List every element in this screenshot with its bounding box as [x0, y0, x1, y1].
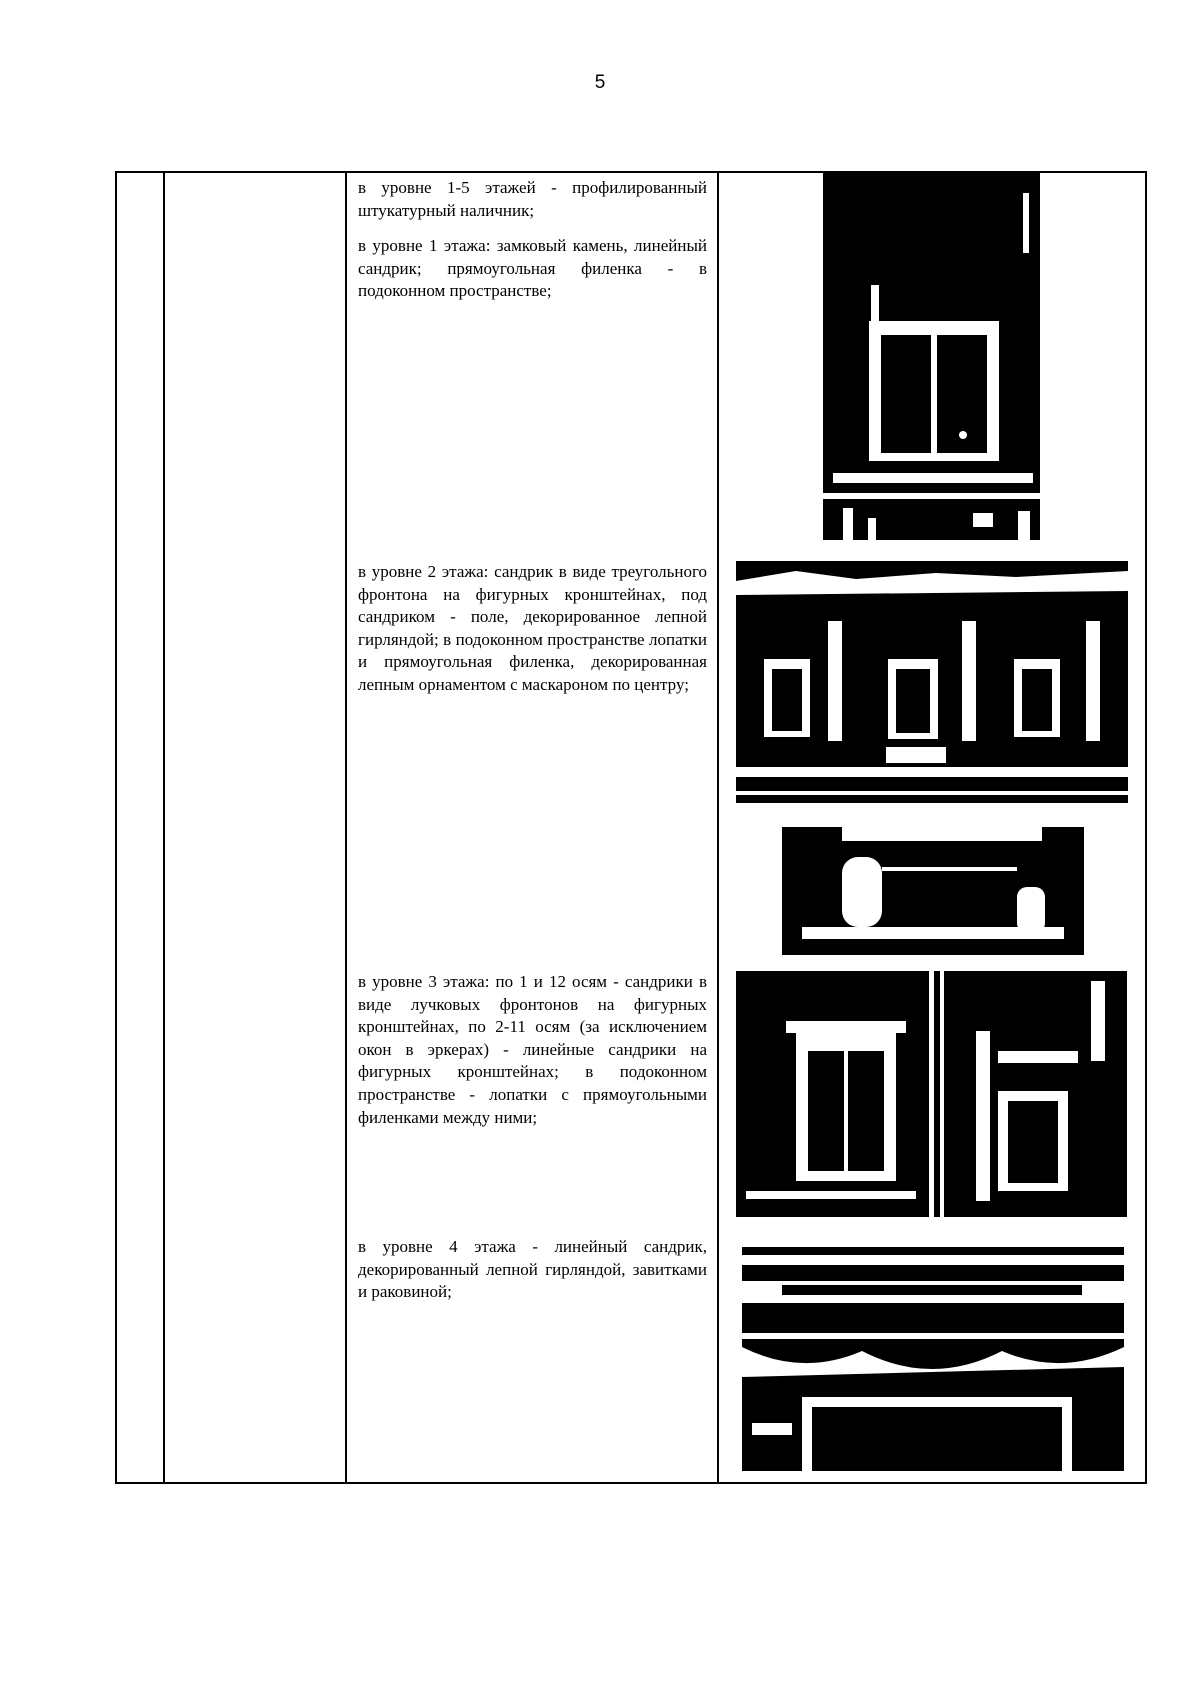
- column-divider: [163, 173, 165, 1482]
- features-table: [115, 171, 1147, 1484]
- description-cell: [358, 173, 707, 1473]
- description-floor-2: в уровне 2 этажа: сандрик в виде треугольного фронтона на фигурных кронштейнах, под сандриком - поле, декорированное лепной гирляндой; в подоконном пространстве лопатки и прямоугольная филенка, декорированная лепным орнаментом с маскароном по центру;: [358, 562, 707, 694]
- photo-floor-2-windows: [736, 561, 1128, 803]
- page-number: 5: [594, 72, 606, 93]
- description-floors-1-5: в уровне 1-5 этажей - профилированный штукатурный наличник;: [358, 178, 707, 220]
- description-floor-4: в уровне 4 этажа - линейный сандрик, декорированный лепной гирляндой, завитками и раковиной;: [358, 1237, 707, 1302]
- column-divider: [345, 173, 347, 1482]
- photo-sill-panel: [782, 827, 1084, 955]
- photo-floor-1-window: [823, 173, 1040, 540]
- photo-floor-4-frieze: [742, 1247, 1124, 1471]
- column-divider: [717, 173, 719, 1482]
- description-floor-1: в уровне 1 этажа: замковый камень, линейный сандрик; прямоугольная филенка - в подоконном пространстве;: [358, 236, 707, 301]
- description-floor-3: в уровне 3 этажа: по 1 и 12 осям - сандрики в виде лучковых фронтонов на фигурных кронштейнах, по 2-11 осям (за исключением окон в эркерах) - линейные сандрики на фигурных кронштейнах; в подоконном пространстве - лопатки с прямоугольными филенками между ними;: [358, 972, 707, 1127]
- photo-floor-3-windows: [736, 971, 1127, 1217]
